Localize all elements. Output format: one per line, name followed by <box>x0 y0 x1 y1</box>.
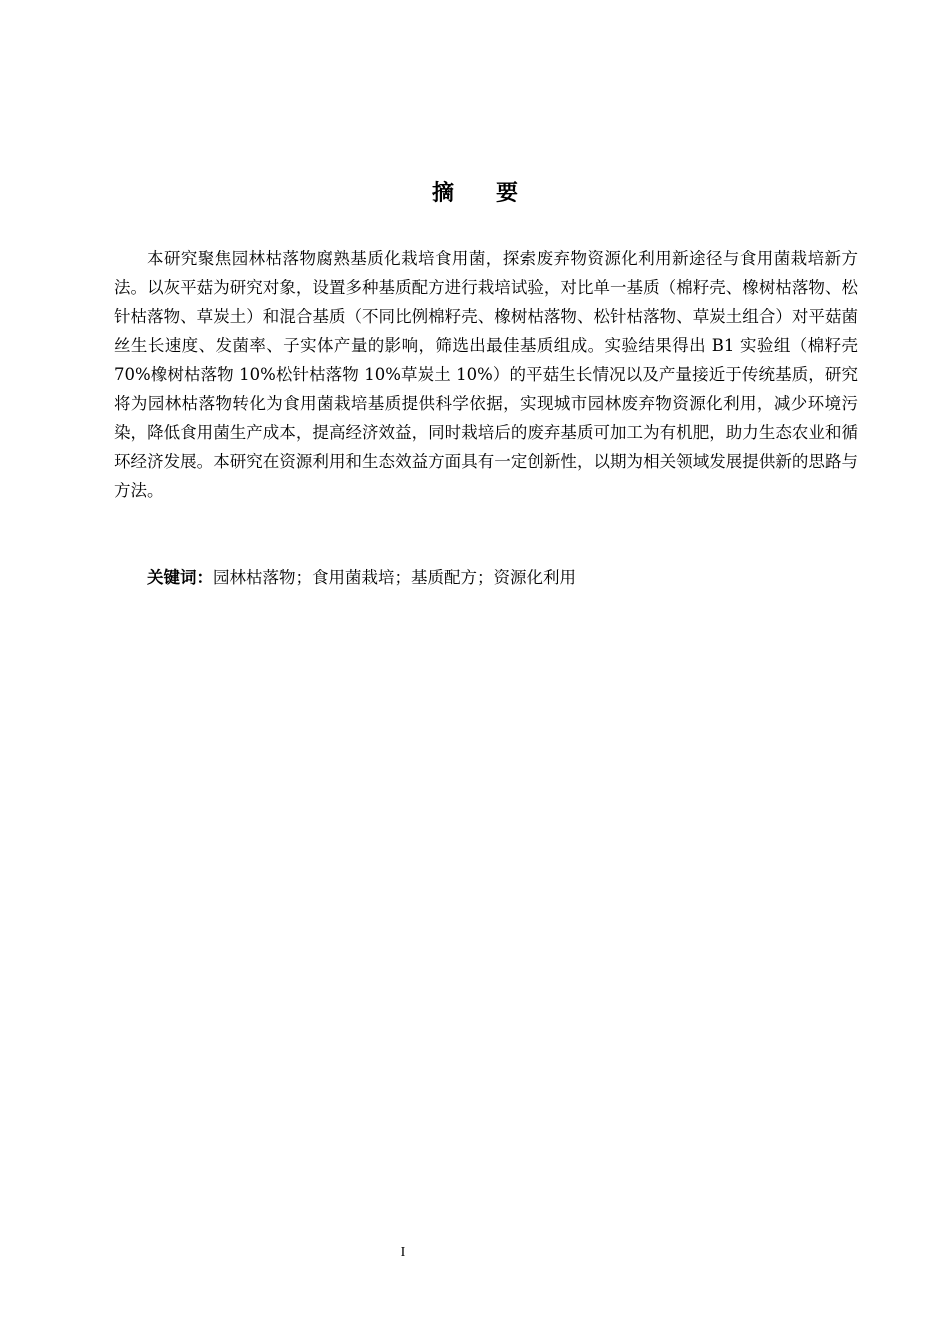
abstract-title-char-1: 摘 <box>431 181 454 206</box>
abstract-title-char-2: 要 <box>496 181 519 206</box>
keywords-label: 关键词： <box>147 568 213 587</box>
keywords-text: 园林枯落物；食用菌栽培；基质配方；资源化利用 <box>213 568 576 587</box>
page-number: I <box>400 1245 406 1260</box>
abstract-paragraph: 本研究聚焦园林枯落物腐熟基质化栽培食用菌，探索废弃物资源化利用新途径与食用菌栽培新方法。以灰平菇为研究对象，设置多种基质配方进行栽培试验，对比单一基质（棉籽壳、橡树枯落物、松针枯落物、草炭土）和混合基质（不同比例棉籽壳、橡树枯落物、松针枯落物、草炭土组合）对平菇菌丝生长速度、发菌率、子实体产量的影响，筛选出最佳基质组成。实验结果得出 B1 实验组（棉籽壳 70%橡树枯落物 10%松针枯落物 10%草炭土 10%）的平菇生长情况以及产量接近于传统基质，研究将为园林枯落物转化为食用菌栽培基质提供科学依据，实现城市园林废弃物资源化利用，减少环境污染，降低食用菌生产成本，提高经济效益，同时栽培后的废弃基质可加工为有机肥，助力生态农业和循环经济发展。本研究在资源利用和生态效益方面具有一定创新性，以期为相关领域发展提供新的思路与方法。 <box>114 249 858 500</box>
abstract-title <box>0 176 950 212</box>
keywords-line <box>114 563 858 592</box>
